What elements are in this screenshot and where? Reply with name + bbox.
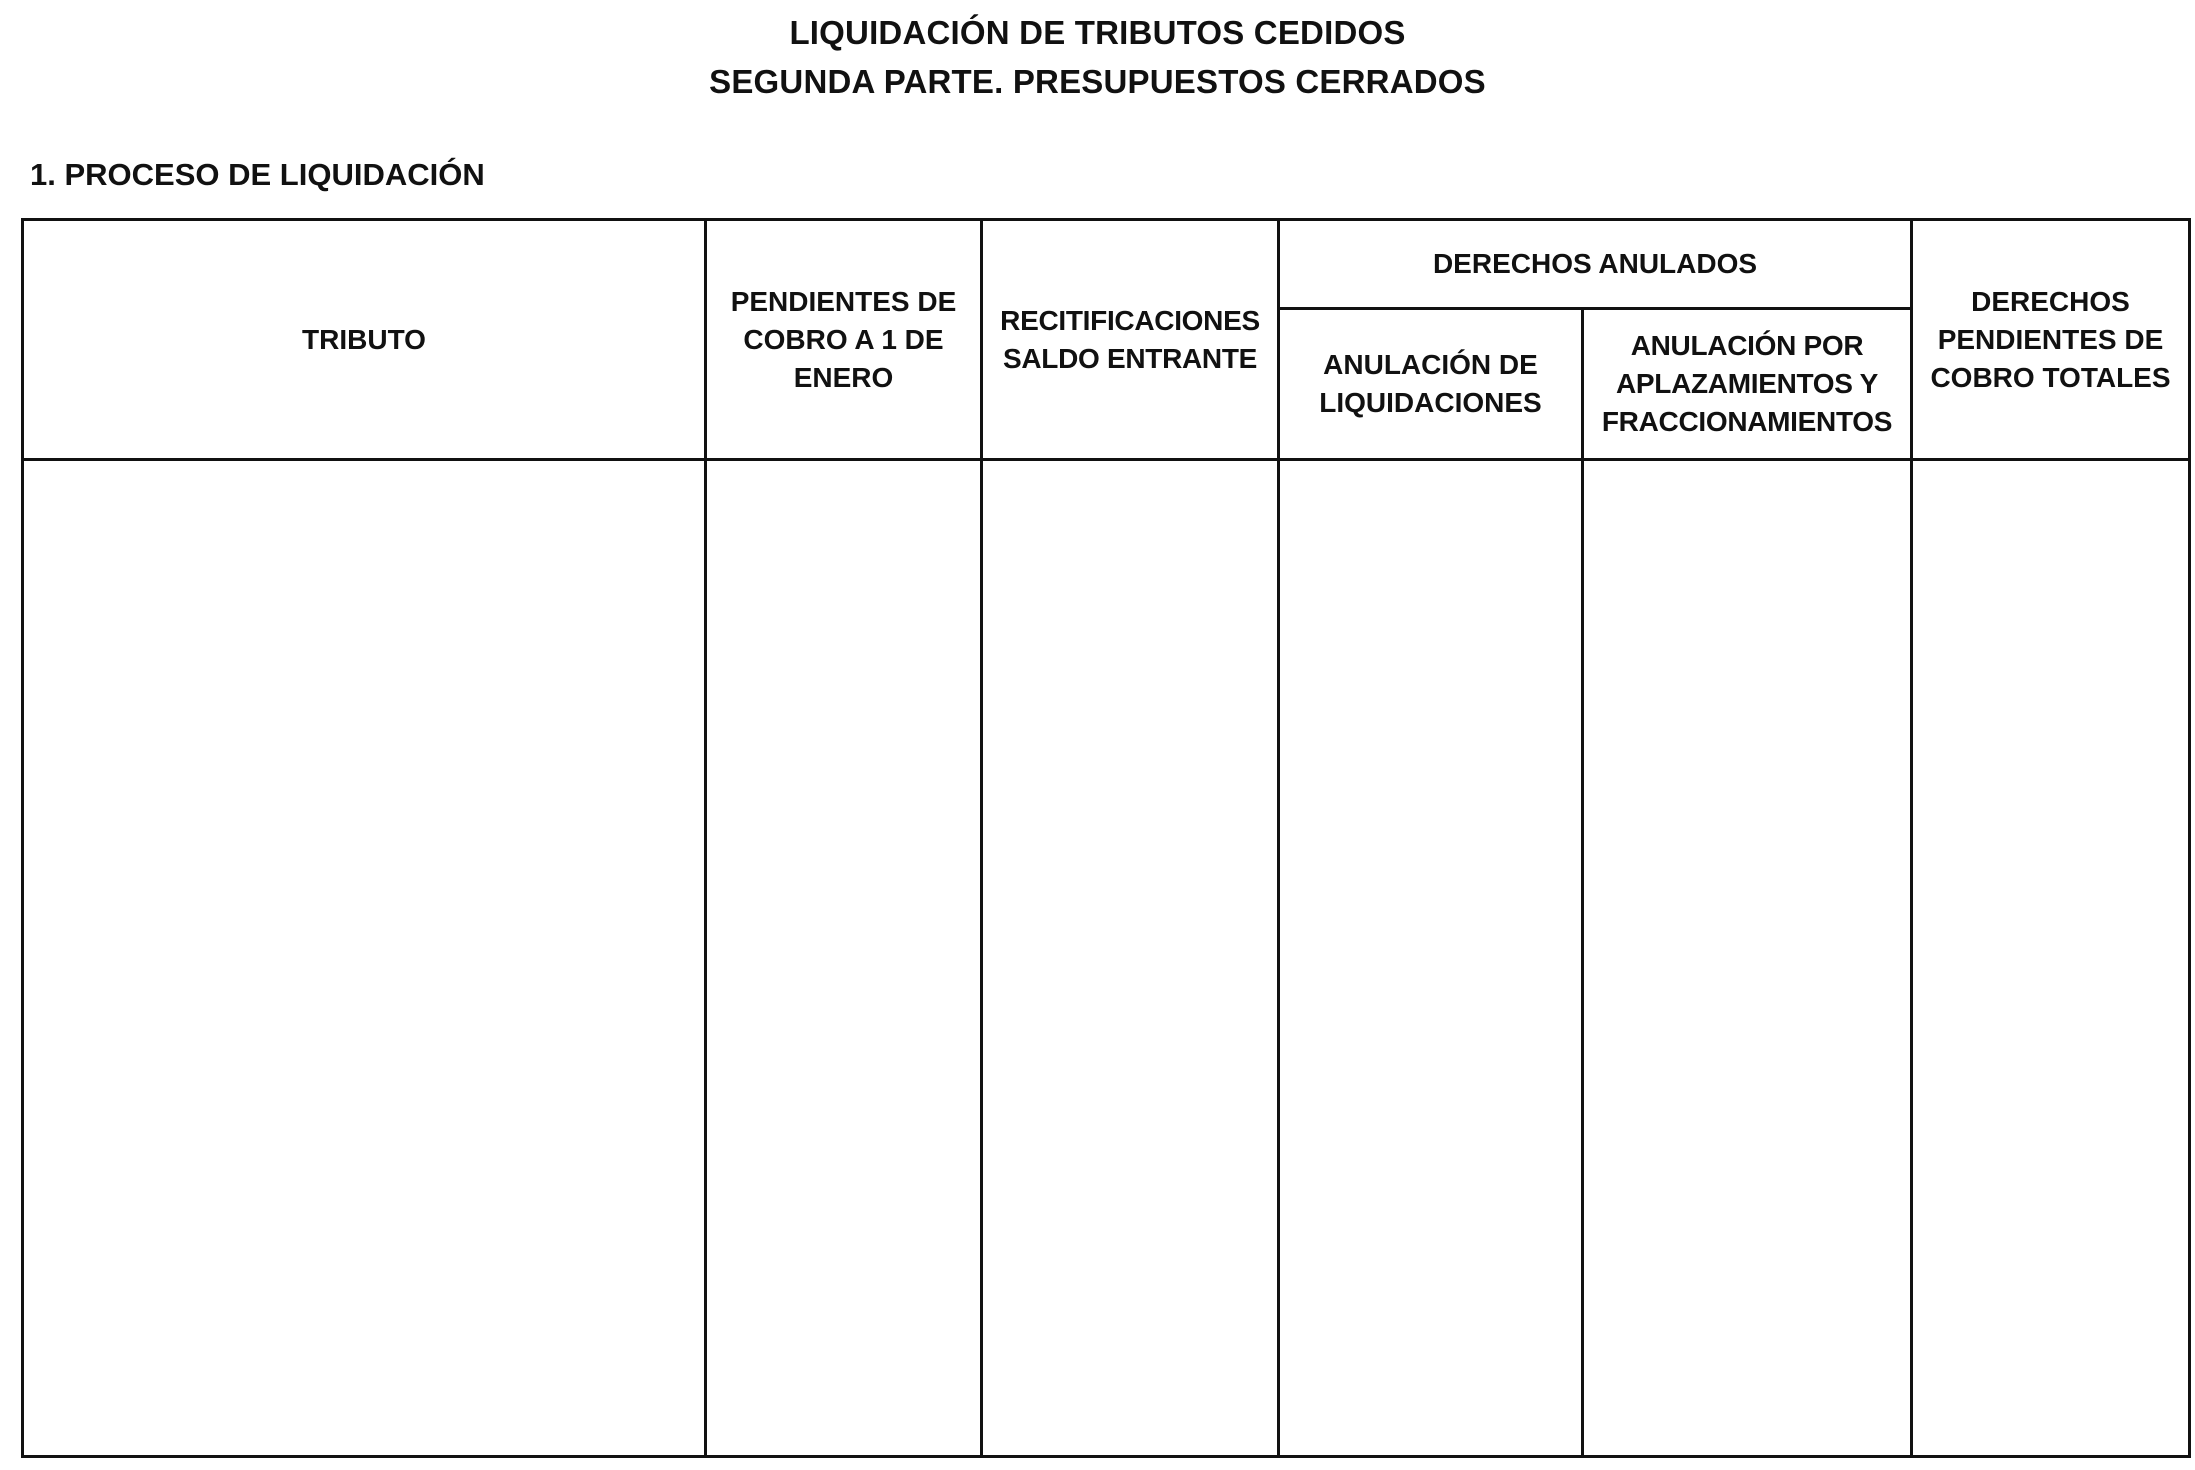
liquidation-table xyxy=(21,218,2191,1458)
header-anulacion-liquidaciones: ANULACIÓN DE LIQUIDACIONES xyxy=(1279,309,1583,460)
header-rectificaciones: RECITIFICACIONES SALDO ENTRANTE xyxy=(982,220,1279,460)
cell-pendientes-cobro[interactable] xyxy=(706,460,982,1457)
cell-derechos-pendientes[interactable] xyxy=(1912,460,2190,1457)
header-pendientes-cobro: PENDIENTES DE COBRO A 1 DE ENERO xyxy=(706,220,982,460)
header-anulacion-aplazamientos: ANULACIÓN POR APLAZAMIENTOS Y FRACCIONAMIENTOS xyxy=(1583,309,1912,460)
table-body xyxy=(23,460,2190,1457)
title-line-1: LIQUIDACIÓN DE TRIBUTOS CEDIDOS xyxy=(789,14,1406,51)
header-row-1 xyxy=(23,220,2190,309)
cell-anulacion-aplazamientos[interactable] xyxy=(1583,460,1912,1457)
title-line-2: SEGUNDA PARTE. PRESUPUESTOS CERRADOS xyxy=(709,63,1486,100)
header-derechos-anulados: DERECHOS ANULADOS xyxy=(1279,220,1912,309)
header-tributo: TRIBUTO xyxy=(23,220,706,460)
cell-anulacion-liquidaciones[interactable] xyxy=(1279,460,1583,1457)
section-heading: 1. PROCESO DE LIQUIDACIÓN xyxy=(30,157,485,192)
table-row xyxy=(23,460,2190,1457)
header-derechos-pendientes: DERECHOS PENDIENTES DE COBRO TOTALES xyxy=(1912,220,2190,460)
document-title xyxy=(0,8,2195,106)
cell-rectificaciones[interactable] xyxy=(982,460,1279,1457)
table-header xyxy=(23,220,2190,460)
cell-tributo[interactable] xyxy=(23,460,706,1457)
